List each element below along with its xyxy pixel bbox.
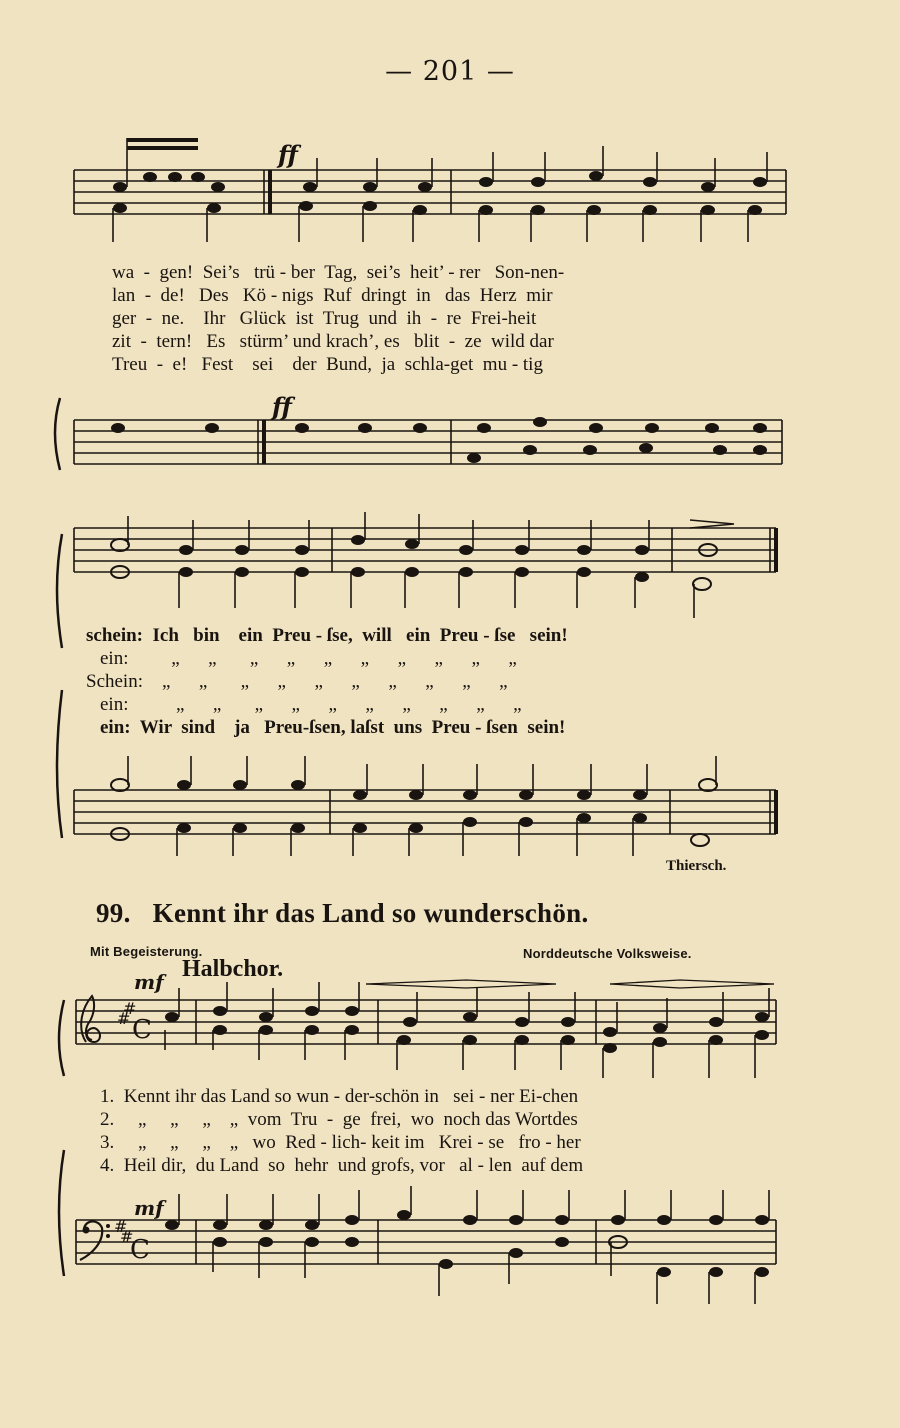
lyrics-line: schein: Ich bin ein Preu - ſse, will ein Preu - ſse sein!	[86, 625, 568, 646]
staff-song99-bass	[0, 1180, 900, 1310]
composer-credit: Thiersch.	[666, 858, 727, 874]
staff-system-2-treble	[0, 508, 900, 638]
song-title	[96, 898, 589, 929]
svg-text:C: C	[132, 1015, 152, 1045]
svg-text:#: #	[114, 1217, 128, 1236]
svg-text:#: #	[120, 1227, 134, 1246]
verse-line: 2. „ „ „ „ vom Tru - ge frei, wo noch das Wortdes	[100, 1109, 578, 1130]
lyrics-line: Schein: „ „ „ „ „ „ „ „ „ „	[86, 671, 508, 692]
part-label: Halbchor.	[182, 956, 284, 982]
verse-line: 4. Heil dir, du Land so hehr und grofs, vor al - len auf dem	[100, 1155, 584, 1176]
svg-text:#: #	[123, 999, 137, 1018]
verse-line: 1. Kennt ihr das Land so wun - der-schön in sei - ner Ei-chen	[100, 1086, 579, 1107]
staff-system-1-treble	[0, 130, 900, 260]
svg-text:C: C	[130, 1235, 150, 1265]
verse-line: 3. „ „ „ „ wo Red - lich- keit im Krei - se fro - her	[100, 1132, 581, 1153]
svg-text:#: #	[117, 1009, 131, 1028]
lyrics-line: zit - tern! Es stürm’ und krach’, es blit - ze wild dar	[112, 331, 554, 352]
lyrics-line: Treu - e! Fest sei der Bund, ja schla-get mu - tig	[112, 354, 543, 375]
dynamic-marking-ff-bottom: ff	[272, 392, 292, 421]
song-title-text: Kennt ihr das Land so wunderschön.	[152, 898, 589, 928]
song-source: Norddeutsche Volksweise.	[523, 946, 692, 961]
lyrics-line: wa - gen! Sei’s trü - ber Tag, sei’s heit’ - rer Son-nen-	[112, 262, 565, 283]
lyrics-line: ein: Wir sind ja Preu-ſsen, laſst uns Preu - ſsen sein!	[100, 717, 566, 738]
staff-system-2-bass	[0, 750, 900, 860]
dynamic-marking-mf-top: mf	[134, 970, 164, 994]
lyrics-line: ein: „ „ „ „ „ „ „ „ „ „	[100, 694, 522, 715]
lyrics-line: ein: „ „ „ „ „ „ „ „ „ „	[100, 648, 517, 669]
page-number: — 201 —	[385, 56, 515, 87]
lyrics-line: lan - de! Des Kö - nigs Ruf dringt in das Herz mir	[112, 285, 553, 306]
dynamic-marking-mf-bottom: mf	[134, 1196, 164, 1220]
tempo-marking: Mit Begeisterung.	[90, 944, 203, 959]
staff-system-1-bass	[0, 392, 900, 482]
song-number: 99.	[96, 898, 131, 928]
staff-song99-treble	[0, 980, 900, 1100]
lyrics-line: ger - ne. Ihr Glück ist Trug und ih - re Frei-heit	[112, 308, 537, 329]
dynamic-marking-ff-top: ff	[278, 140, 298, 169]
